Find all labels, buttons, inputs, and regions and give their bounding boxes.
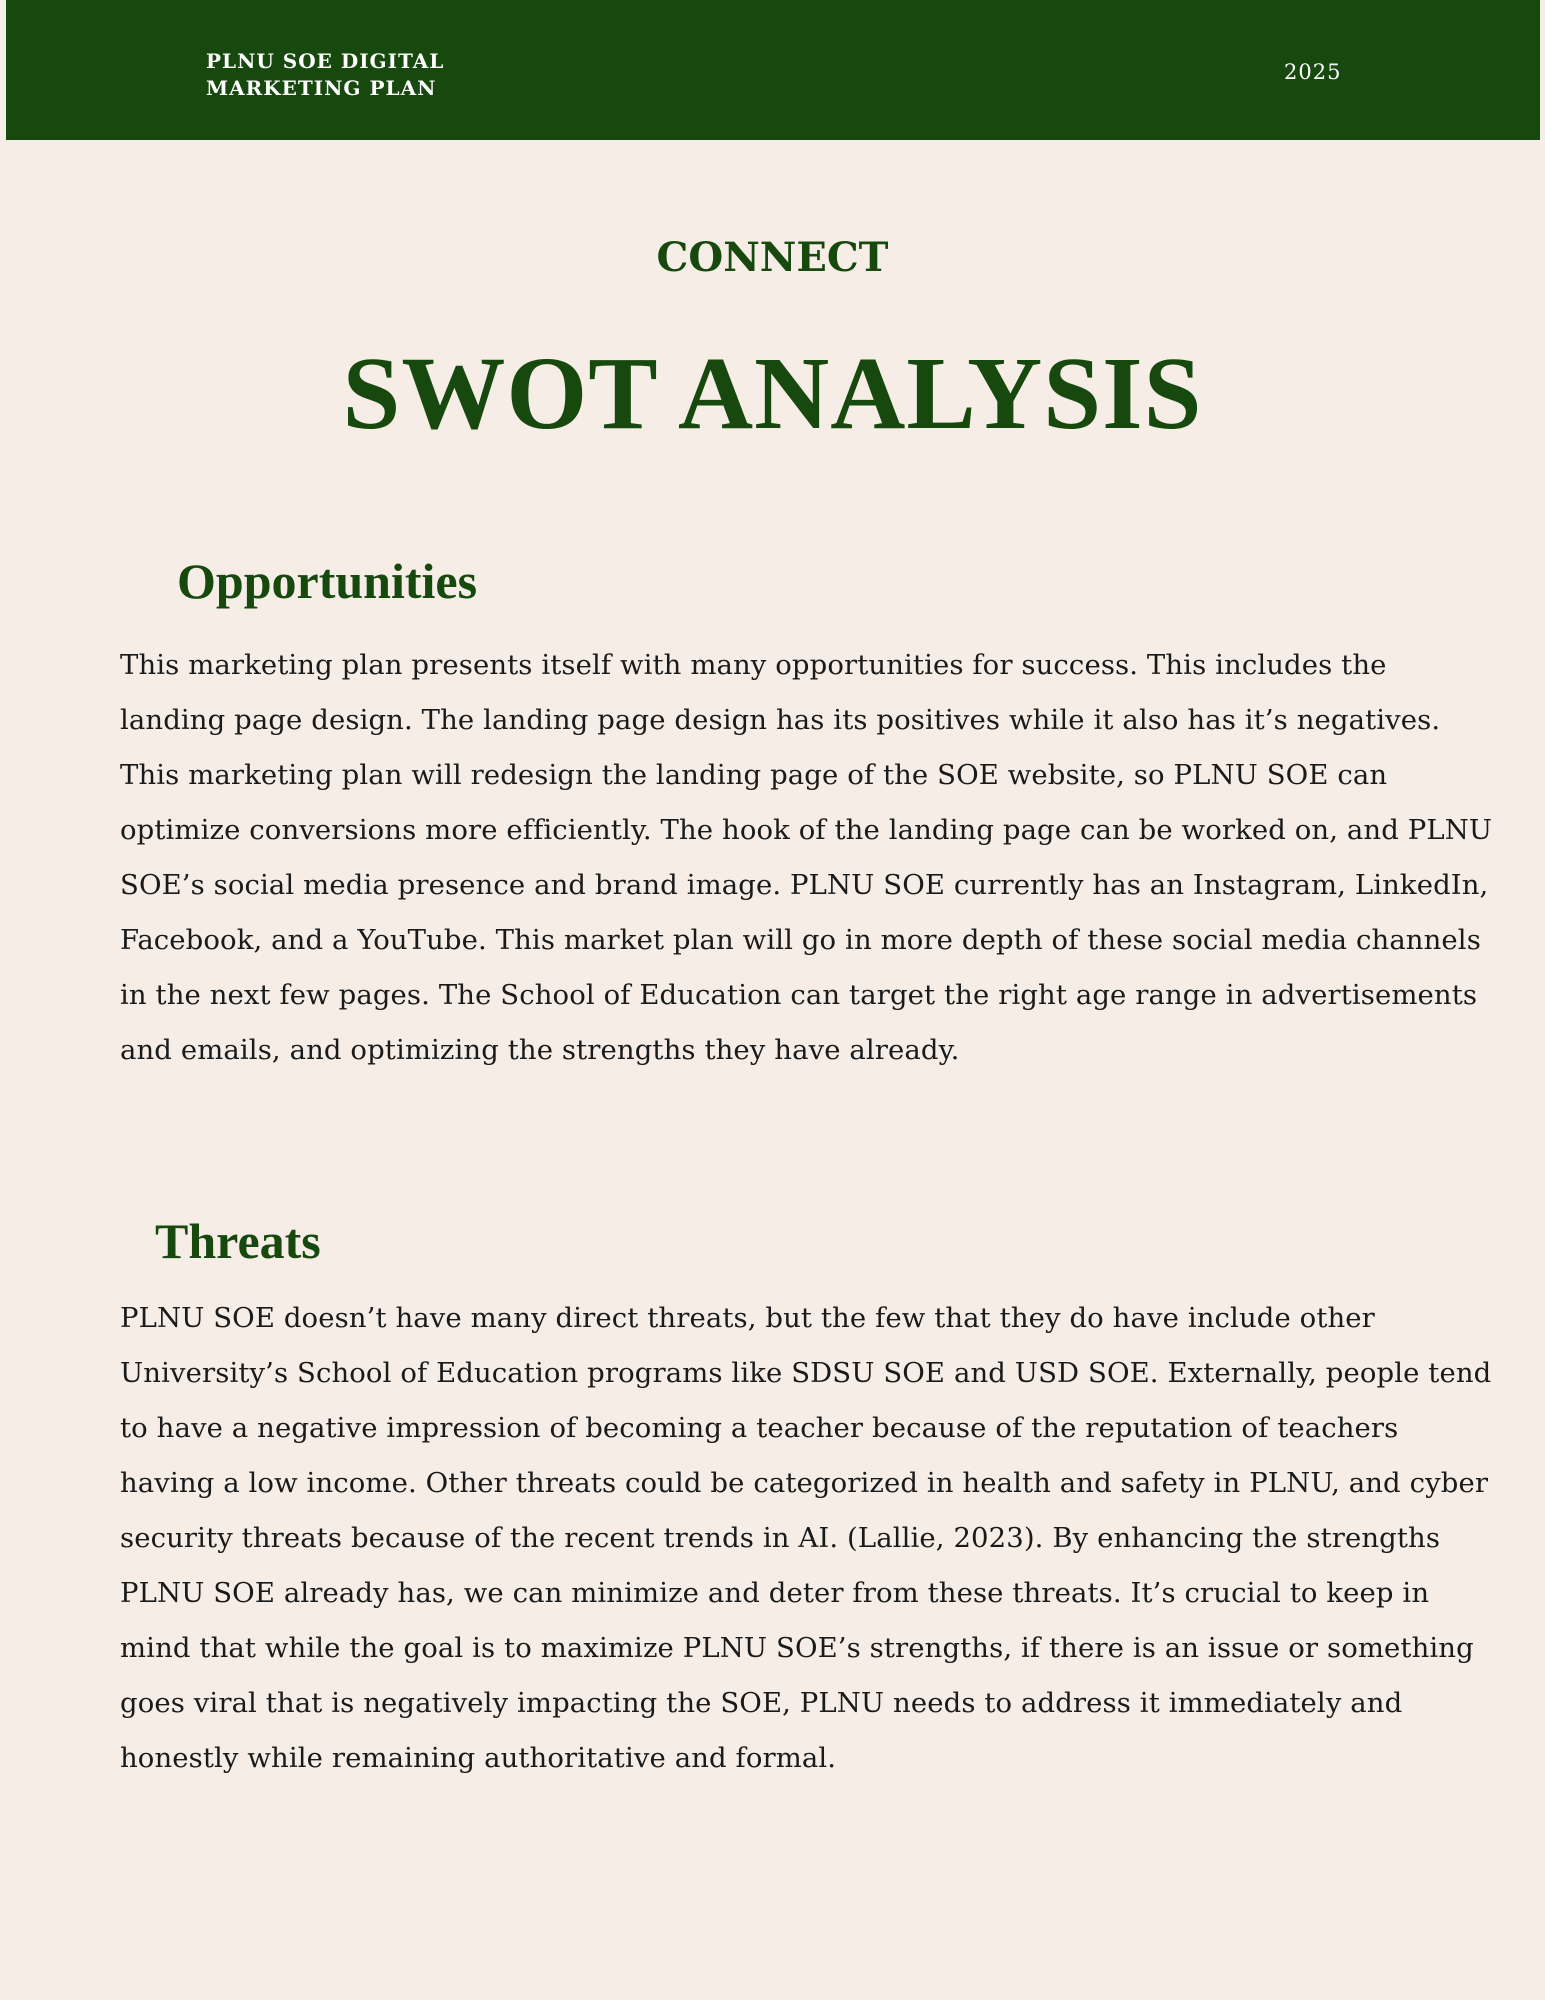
section-eyebrow: CONNECT (656, 234, 889, 281)
threats-heading: Threats (155, 1213, 321, 1269)
header-bar (6, 0, 1540, 140)
page-title: SWOT ANALYSIS (342, 336, 1203, 451)
opportunities-body: This marketing plan presents itself with many opportunities for success. This includes the landing page design. The landing page design has its positives while it also has it’s negatives. This marketing plan will redesign the landing page of the SOE website, so PLNU SOE can optimize conversions more efficiently. The hook of the landing page can be worked on, and PLNU SOE’s social media presence and brand image. PLNU SOE currently has an Instagram, LinkedIn, Facebook, and a YouTube. This market plan will go in more depth of these social media channels in the next few pages. The School of Education can target the right age range in advertisements and emails, and optimizing the strengths they have already. (120, 649, 1493, 1066)
opportunities-heading: Opportunities (177, 553, 478, 609)
threats-body: PLNU SOE doesn’t have many direct threats, but the few that they do have include other University’s School of Education programs like SDSU SOE and USD SOE. Externally, people tend to have a negative impression of becoming a teacher because of the reputation of teachers having a low income. Other threats could be categorized in health and safety in PLNU, and cyber security threats because of the recent trends in AI. (Lallie, 2023). By enhancing the strengths PLNU SOE already has, we can minimize and deter from these threats. It’s crucial to keep in mind that while the goal is to maximize PLNU SOE’s strengths, if there is an issue or something goes viral that is negatively impacting the SOE, PLNU needs to address it immediately and honestly while remaining authoritative and formal. (120, 1302, 1492, 1774)
document-year: 2025 (1284, 60, 1342, 84)
document-title: PLNU SOE DIGITAL MARKETING PLAN (206, 49, 445, 100)
